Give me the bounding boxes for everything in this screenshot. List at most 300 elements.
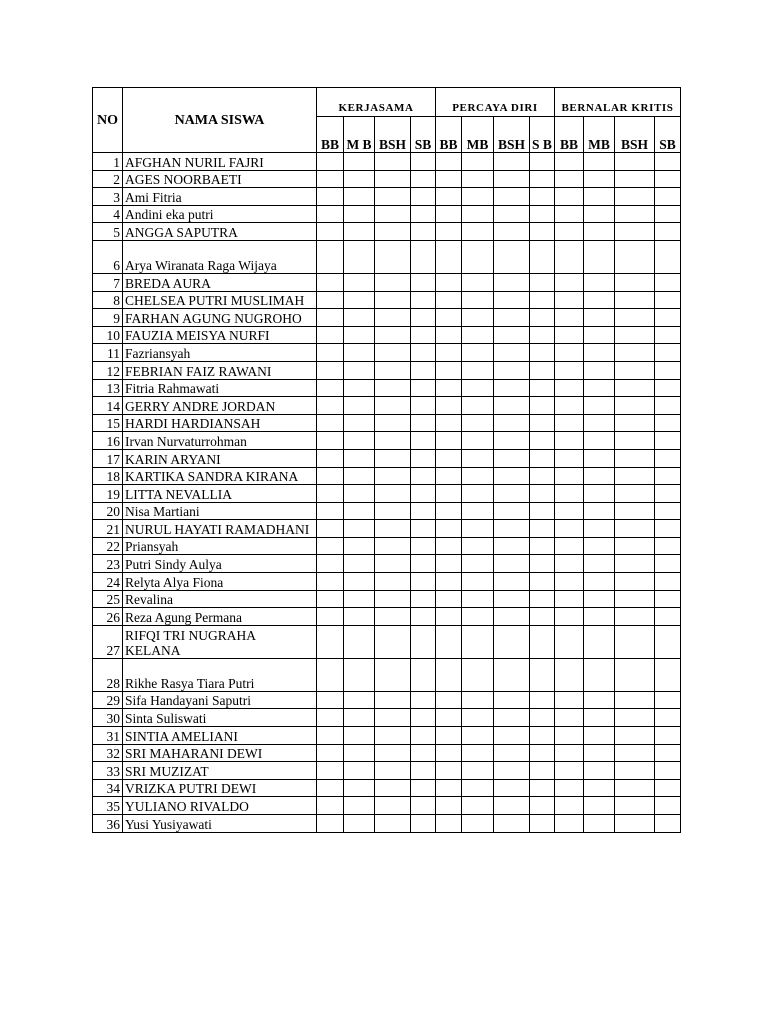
score-cell[interactable] (530, 625, 555, 658)
score-cell[interactable] (344, 344, 375, 362)
score-cell[interactable] (555, 658, 584, 691)
score-cell[interactable] (411, 467, 436, 485)
score-cell[interactable] (615, 223, 655, 241)
score-cell[interactable] (584, 170, 615, 188)
score-cell[interactable] (530, 502, 555, 520)
score-cell[interactable] (411, 188, 436, 206)
score-cell[interactable] (530, 379, 555, 397)
score-cell[interactable] (615, 449, 655, 467)
score-cell[interactable] (615, 326, 655, 344)
score-cell[interactable] (530, 153, 555, 171)
score-cell[interactable] (555, 467, 584, 485)
score-cell[interactable] (344, 537, 375, 555)
score-cell[interactable] (584, 223, 615, 241)
score-cell[interactable] (375, 361, 411, 379)
score-cell[interactable] (344, 520, 375, 538)
score-cell[interactable] (555, 170, 584, 188)
score-cell[interactable] (530, 709, 555, 727)
score-cell[interactable] (615, 762, 655, 780)
score-cell[interactable] (462, 590, 494, 608)
score-cell[interactable] (494, 797, 530, 815)
score-cell[interactable] (375, 188, 411, 206)
score-cell[interactable] (317, 432, 344, 450)
score-cell[interactable] (436, 188, 462, 206)
score-cell[interactable] (317, 815, 344, 833)
score-cell[interactable] (530, 779, 555, 797)
score-cell[interactable] (411, 379, 436, 397)
score-cell[interactable] (317, 379, 344, 397)
score-cell[interactable] (462, 815, 494, 833)
score-cell[interactable] (584, 432, 615, 450)
score-cell[interactable] (615, 467, 655, 485)
score-cell[interactable] (494, 658, 530, 691)
score-cell[interactable] (555, 291, 584, 309)
score-cell[interactable] (494, 188, 530, 206)
score-cell[interactable] (375, 326, 411, 344)
score-cell[interactable] (317, 170, 344, 188)
score-cell[interactable] (462, 205, 494, 223)
score-cell[interactable] (655, 555, 681, 573)
score-cell[interactable] (555, 520, 584, 538)
score-cell[interactable] (375, 625, 411, 658)
score-cell[interactable] (411, 625, 436, 658)
score-cell[interactable] (411, 608, 436, 626)
score-cell[interactable] (411, 797, 436, 815)
score-cell[interactable] (555, 797, 584, 815)
score-cell[interactable] (655, 467, 681, 485)
score-cell[interactable] (555, 762, 584, 780)
score-cell[interactable] (530, 361, 555, 379)
score-cell[interactable] (317, 744, 344, 762)
score-cell[interactable] (615, 240, 655, 273)
score-cell[interactable] (436, 291, 462, 309)
score-cell[interactable] (615, 709, 655, 727)
score-cell[interactable] (655, 520, 681, 538)
score-cell[interactable] (375, 379, 411, 397)
score-cell[interactable] (344, 153, 375, 171)
score-cell[interactable] (584, 467, 615, 485)
score-cell[interactable] (655, 625, 681, 658)
score-cell[interactable] (530, 326, 555, 344)
score-cell[interactable] (375, 449, 411, 467)
score-cell[interactable] (375, 537, 411, 555)
score-cell[interactable] (436, 205, 462, 223)
score-cell[interactable] (555, 188, 584, 206)
score-cell[interactable] (462, 273, 494, 291)
score-cell[interactable] (317, 608, 344, 626)
score-cell[interactable] (462, 573, 494, 591)
score-cell[interactable] (462, 326, 494, 344)
score-cell[interactable] (436, 797, 462, 815)
score-cell[interactable] (494, 779, 530, 797)
score-cell[interactable] (494, 502, 530, 520)
score-cell[interactable] (655, 590, 681, 608)
score-cell[interactable] (584, 658, 615, 691)
score-cell[interactable] (655, 762, 681, 780)
score-cell[interactable] (530, 291, 555, 309)
score-cell[interactable] (615, 744, 655, 762)
score-cell[interactable] (375, 691, 411, 709)
score-cell[interactable] (344, 449, 375, 467)
score-cell[interactable] (655, 449, 681, 467)
score-cell[interactable] (375, 590, 411, 608)
score-cell[interactable] (494, 485, 530, 503)
score-cell[interactable] (615, 590, 655, 608)
score-cell[interactable] (555, 691, 584, 709)
score-cell[interactable] (494, 414, 530, 432)
score-cell[interactable] (411, 537, 436, 555)
score-cell[interactable] (584, 608, 615, 626)
score-cell[interactable] (655, 309, 681, 327)
score-cell[interactable] (555, 240, 584, 273)
score-cell[interactable] (655, 291, 681, 309)
score-cell[interactable] (344, 432, 375, 450)
score-cell[interactable] (584, 709, 615, 727)
score-cell[interactable] (655, 709, 681, 727)
score-cell[interactable] (436, 762, 462, 780)
score-cell[interactable] (655, 502, 681, 520)
score-cell[interactable] (555, 625, 584, 658)
score-cell[interactable] (655, 485, 681, 503)
score-cell[interactable] (436, 379, 462, 397)
score-cell[interactable] (555, 590, 584, 608)
score-cell[interactable] (375, 779, 411, 797)
score-cell[interactable] (344, 709, 375, 727)
score-cell[interactable] (584, 379, 615, 397)
score-cell[interactable] (584, 397, 615, 415)
score-cell[interactable] (375, 291, 411, 309)
score-cell[interactable] (615, 625, 655, 658)
score-cell[interactable] (462, 727, 494, 745)
score-cell[interactable] (317, 502, 344, 520)
score-cell[interactable] (317, 414, 344, 432)
score-cell[interactable] (655, 223, 681, 241)
score-cell[interactable] (584, 590, 615, 608)
score-cell[interactable] (436, 625, 462, 658)
score-cell[interactable] (375, 309, 411, 327)
score-cell[interactable] (530, 573, 555, 591)
score-cell[interactable] (436, 361, 462, 379)
score-cell[interactable] (462, 744, 494, 762)
score-cell[interactable] (317, 727, 344, 745)
score-cell[interactable] (411, 291, 436, 309)
score-cell[interactable] (411, 590, 436, 608)
score-cell[interactable] (462, 762, 494, 780)
score-cell[interactable] (530, 537, 555, 555)
score-cell[interactable] (555, 555, 584, 573)
score-cell[interactable] (584, 625, 615, 658)
score-cell[interactable] (411, 727, 436, 745)
score-cell[interactable] (344, 170, 375, 188)
score-cell[interactable] (317, 590, 344, 608)
score-cell[interactable] (494, 625, 530, 658)
score-cell[interactable] (555, 432, 584, 450)
score-cell[interactable] (584, 240, 615, 273)
score-cell[interactable] (530, 744, 555, 762)
score-cell[interactable] (530, 170, 555, 188)
score-cell[interactable] (317, 573, 344, 591)
score-cell[interactable] (411, 573, 436, 591)
score-cell[interactable] (317, 240, 344, 273)
score-cell[interactable] (655, 188, 681, 206)
score-cell[interactable] (411, 344, 436, 362)
score-cell[interactable] (317, 273, 344, 291)
score-cell[interactable] (555, 414, 584, 432)
score-cell[interactable] (375, 273, 411, 291)
score-cell[interactable] (411, 691, 436, 709)
score-cell[interactable] (317, 467, 344, 485)
score-cell[interactable] (344, 608, 375, 626)
score-cell[interactable] (615, 502, 655, 520)
score-cell[interactable] (615, 188, 655, 206)
score-cell[interactable] (555, 779, 584, 797)
score-cell[interactable] (584, 205, 615, 223)
score-cell[interactable] (317, 797, 344, 815)
score-cell[interactable] (411, 309, 436, 327)
score-cell[interactable] (615, 815, 655, 833)
score-cell[interactable] (462, 658, 494, 691)
score-cell[interactable] (436, 502, 462, 520)
score-cell[interactable] (555, 397, 584, 415)
score-cell[interactable] (555, 573, 584, 591)
score-cell[interactable] (555, 449, 584, 467)
score-cell[interactable] (462, 291, 494, 309)
score-cell[interactable] (436, 467, 462, 485)
score-cell[interactable] (462, 625, 494, 658)
score-cell[interactable] (494, 240, 530, 273)
score-cell[interactable] (615, 691, 655, 709)
score-cell[interactable] (317, 397, 344, 415)
score-cell[interactable] (530, 223, 555, 241)
score-cell[interactable] (615, 379, 655, 397)
score-cell[interactable] (344, 573, 375, 591)
score-cell[interactable] (411, 502, 436, 520)
score-cell[interactable] (375, 153, 411, 171)
score-cell[interactable] (375, 223, 411, 241)
score-cell[interactable] (317, 153, 344, 171)
score-cell[interactable] (555, 326, 584, 344)
score-cell[interactable] (584, 691, 615, 709)
score-cell[interactable] (344, 797, 375, 815)
score-cell[interactable] (530, 205, 555, 223)
score-cell[interactable] (436, 309, 462, 327)
score-cell[interactable] (317, 188, 344, 206)
score-cell[interactable] (494, 361, 530, 379)
score-cell[interactable] (655, 361, 681, 379)
score-cell[interactable] (530, 414, 555, 432)
score-cell[interactable] (530, 797, 555, 815)
score-cell[interactable] (436, 240, 462, 273)
score-cell[interactable] (317, 223, 344, 241)
score-cell[interactable] (317, 291, 344, 309)
score-cell[interactable] (462, 397, 494, 415)
score-cell[interactable] (436, 555, 462, 573)
score-cell[interactable] (530, 449, 555, 467)
score-cell[interactable] (584, 414, 615, 432)
score-cell[interactable] (436, 273, 462, 291)
score-cell[interactable] (317, 555, 344, 573)
score-cell[interactable] (411, 414, 436, 432)
score-cell[interactable] (411, 397, 436, 415)
score-cell[interactable] (494, 397, 530, 415)
score-cell[interactable] (375, 744, 411, 762)
score-cell[interactable] (655, 779, 681, 797)
score-cell[interactable] (436, 590, 462, 608)
score-cell[interactable] (411, 449, 436, 467)
score-cell[interactable] (530, 344, 555, 362)
score-cell[interactable] (462, 779, 494, 797)
score-cell[interactable] (555, 485, 584, 503)
score-cell[interactable] (494, 590, 530, 608)
score-cell[interactable] (344, 467, 375, 485)
score-cell[interactable] (530, 520, 555, 538)
score-cell[interactable] (462, 188, 494, 206)
score-cell[interactable] (530, 188, 555, 206)
score-cell[interactable] (462, 485, 494, 503)
score-cell[interactable] (411, 658, 436, 691)
score-cell[interactable] (584, 555, 615, 573)
score-cell[interactable] (655, 326, 681, 344)
score-cell[interactable] (615, 573, 655, 591)
score-cell[interactable] (344, 379, 375, 397)
score-cell[interactable] (615, 555, 655, 573)
score-cell[interactable] (344, 485, 375, 503)
score-cell[interactable] (436, 779, 462, 797)
score-cell[interactable] (344, 625, 375, 658)
score-cell[interactable] (655, 608, 681, 626)
score-cell[interactable] (555, 344, 584, 362)
score-cell[interactable] (436, 727, 462, 745)
score-cell[interactable] (655, 727, 681, 745)
score-cell[interactable] (344, 361, 375, 379)
score-cell[interactable] (494, 153, 530, 171)
score-cell[interactable] (615, 779, 655, 797)
score-cell[interactable] (344, 414, 375, 432)
score-cell[interactable] (462, 555, 494, 573)
score-cell[interactable] (436, 432, 462, 450)
score-cell[interactable] (317, 658, 344, 691)
score-cell[interactable] (411, 170, 436, 188)
score-cell[interactable] (411, 205, 436, 223)
score-cell[interactable] (344, 762, 375, 780)
score-cell[interactable] (494, 608, 530, 626)
score-cell[interactable] (584, 326, 615, 344)
score-cell[interactable] (436, 170, 462, 188)
score-cell[interactable] (530, 555, 555, 573)
score-cell[interactable] (530, 815, 555, 833)
score-cell[interactable] (436, 485, 462, 503)
score-cell[interactable] (436, 414, 462, 432)
score-cell[interactable] (436, 449, 462, 467)
score-cell[interactable] (615, 485, 655, 503)
score-cell[interactable] (494, 709, 530, 727)
score-cell[interactable] (317, 625, 344, 658)
score-cell[interactable] (615, 414, 655, 432)
score-cell[interactable] (317, 485, 344, 503)
score-cell[interactable] (530, 608, 555, 626)
score-cell[interactable] (375, 205, 411, 223)
score-cell[interactable] (584, 537, 615, 555)
score-cell[interactable] (494, 573, 530, 591)
score-cell[interactable] (555, 608, 584, 626)
score-cell[interactable] (655, 797, 681, 815)
score-cell[interactable] (317, 344, 344, 362)
score-cell[interactable] (615, 727, 655, 745)
score-cell[interactable] (344, 397, 375, 415)
score-cell[interactable] (375, 709, 411, 727)
score-cell[interactable] (584, 309, 615, 327)
score-cell[interactable] (375, 170, 411, 188)
score-cell[interactable] (344, 240, 375, 273)
score-cell[interactable] (436, 326, 462, 344)
score-cell[interactable] (462, 709, 494, 727)
score-cell[interactable] (584, 573, 615, 591)
score-cell[interactable] (655, 658, 681, 691)
score-cell[interactable] (584, 502, 615, 520)
score-cell[interactable] (411, 762, 436, 780)
score-cell[interactable] (317, 361, 344, 379)
score-cell[interactable] (411, 555, 436, 573)
score-cell[interactable] (375, 240, 411, 273)
score-cell[interactable] (462, 240, 494, 273)
score-cell[interactable] (584, 797, 615, 815)
score-cell[interactable] (555, 273, 584, 291)
score-cell[interactable] (375, 344, 411, 362)
score-cell[interactable] (317, 709, 344, 727)
score-cell[interactable] (436, 153, 462, 171)
score-cell[interactable] (317, 762, 344, 780)
score-cell[interactable] (584, 520, 615, 538)
score-cell[interactable] (462, 467, 494, 485)
score-cell[interactable] (344, 590, 375, 608)
score-cell[interactable] (494, 691, 530, 709)
score-cell[interactable] (344, 502, 375, 520)
score-cell[interactable] (462, 361, 494, 379)
score-cell[interactable] (584, 744, 615, 762)
score-cell[interactable] (494, 449, 530, 467)
score-cell[interactable] (494, 727, 530, 745)
score-cell[interactable] (462, 797, 494, 815)
score-cell[interactable] (615, 797, 655, 815)
score-cell[interactable] (344, 744, 375, 762)
score-cell[interactable] (584, 449, 615, 467)
score-cell[interactable] (584, 815, 615, 833)
score-cell[interactable] (615, 153, 655, 171)
score-cell[interactable] (584, 344, 615, 362)
score-cell[interactable] (344, 727, 375, 745)
score-cell[interactable] (375, 573, 411, 591)
score-cell[interactable] (462, 223, 494, 241)
score-cell[interactable] (344, 273, 375, 291)
score-cell[interactable] (344, 555, 375, 573)
score-cell[interactable] (494, 205, 530, 223)
score-cell[interactable] (411, 779, 436, 797)
score-cell[interactable] (375, 520, 411, 538)
score-cell[interactable] (375, 727, 411, 745)
score-cell[interactable] (411, 485, 436, 503)
score-cell[interactable] (436, 397, 462, 415)
score-cell[interactable] (655, 397, 681, 415)
score-cell[interactable] (584, 361, 615, 379)
score-cell[interactable] (317, 205, 344, 223)
score-cell[interactable] (411, 815, 436, 833)
score-cell[interactable] (344, 658, 375, 691)
score-cell[interactable] (411, 520, 436, 538)
score-cell[interactable] (411, 273, 436, 291)
score-cell[interactable] (494, 326, 530, 344)
score-cell[interactable] (530, 467, 555, 485)
score-cell[interactable] (494, 744, 530, 762)
